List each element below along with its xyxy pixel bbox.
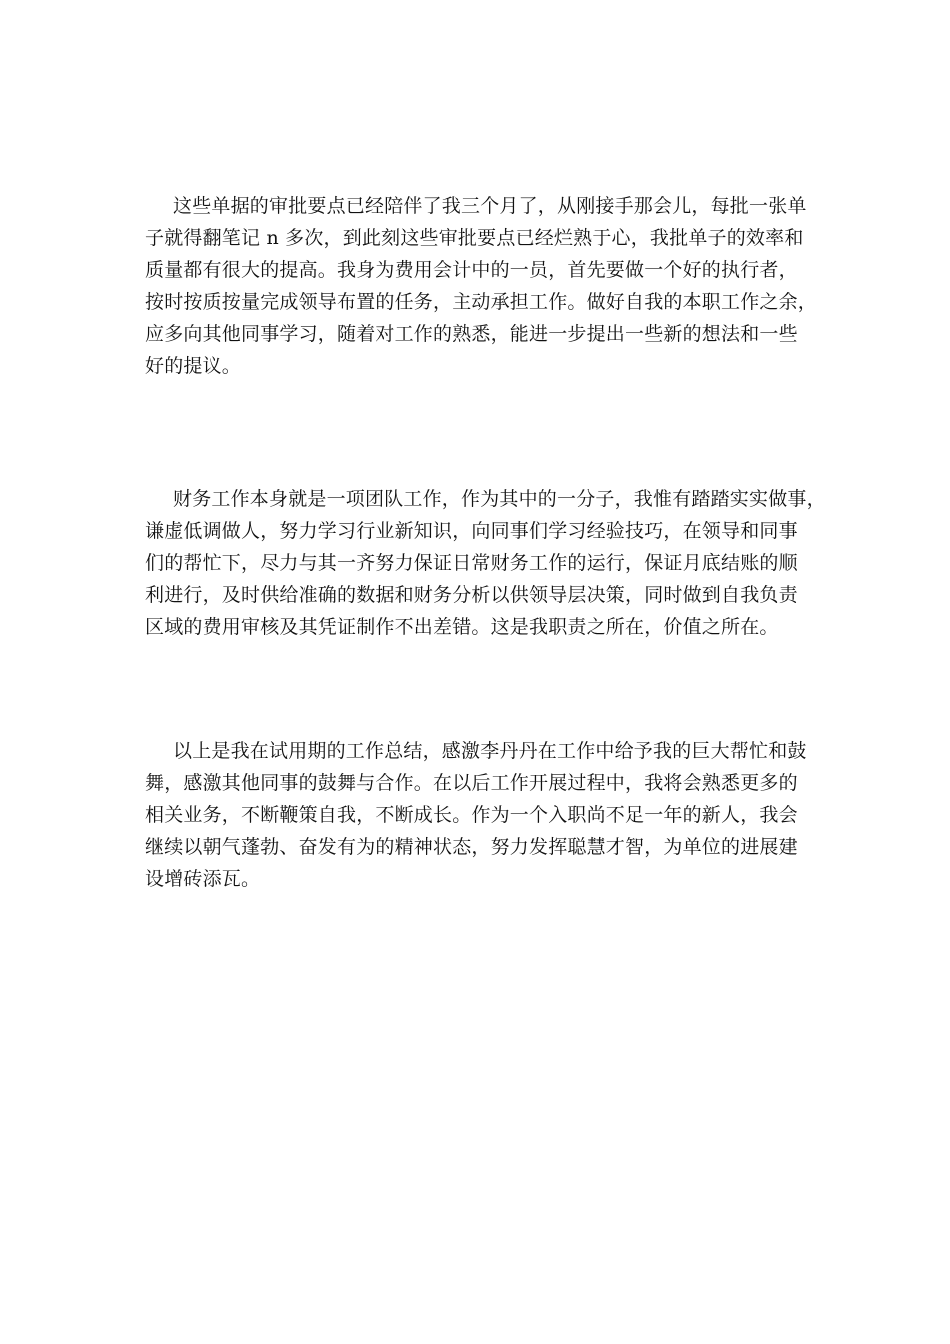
paragraph-line: 质量都有很大的提高。我身为费用会计中的一员，首先要做一个好的执行者， — [145, 259, 798, 281]
paragraph-line: 谦虚低调做人，努力学习行业新知识，向同事们学习经验技巧，在领导和同事 — [145, 520, 798, 542]
paragraph-line: 继续以朝气蓬勃、奋发有为的精神状态，努力发挥聪慧才智，为单位的进展建 — [145, 836, 798, 858]
paragraph-line: 按时按质按量完成领导布置的任务，主动承担工作。做好自我的本职工作之余， — [145, 291, 818, 313]
paragraph-line: 好的提议。 — [145, 355, 242, 377]
paragraph-summary — [145, 735, 825, 895]
paragraph-line: 子就得翻笔记 n 多次，到此刻这些审批要点已经烂熟于心，我批单子的效率和 — [145, 227, 804, 249]
paragraph-line: 以上是我在试用期的工作总结，感激李丹丹在工作中给予我的巨大帮忙和鼓 — [173, 740, 807, 762]
paragraph-line: 财务工作本身就是一项团队工作，作为其中的一分子，我惟有踏踏实实做事， — [173, 488, 826, 510]
paragraph-approval-work — [145, 190, 825, 382]
paragraph-line: 这些单据的审批要点已经陪伴了我三个月了，从刚接手那会儿，每批一张单 — [173, 195, 807, 217]
paragraph-line: 区域的费用审核及其凭证制作不出差错。这是我职责之所在，价值之所在。 — [145, 616, 779, 638]
paragraph-line: 设增砖添瓦。 — [145, 868, 261, 890]
paragraph-line: 舞，感激其他同事的鼓舞与合作。在以后工作开展过程中，我将会熟悉更多的 — [145, 772, 798, 794]
paragraph-teamwork — [145, 483, 825, 643]
paragraph-line: 相关业务，不断鞭策自我，不断成长。作为一个入职尚不足一年的新人，我会 — [145, 804, 798, 826]
paragraph-line: 们的帮忙下，尽力与其一齐努力保证日常财务工作的运行，保证月底结账的顺 — [145, 552, 798, 574]
paragraph-line: 利进行，及时供给准确的数据和财务分析以供领导层决策，同时做到自我负责 — [145, 584, 798, 606]
paragraph-line: 应多向其他同事学习，随着对工作的熟悉，能进一步提出一些新的想法和一些 — [145, 323, 798, 345]
